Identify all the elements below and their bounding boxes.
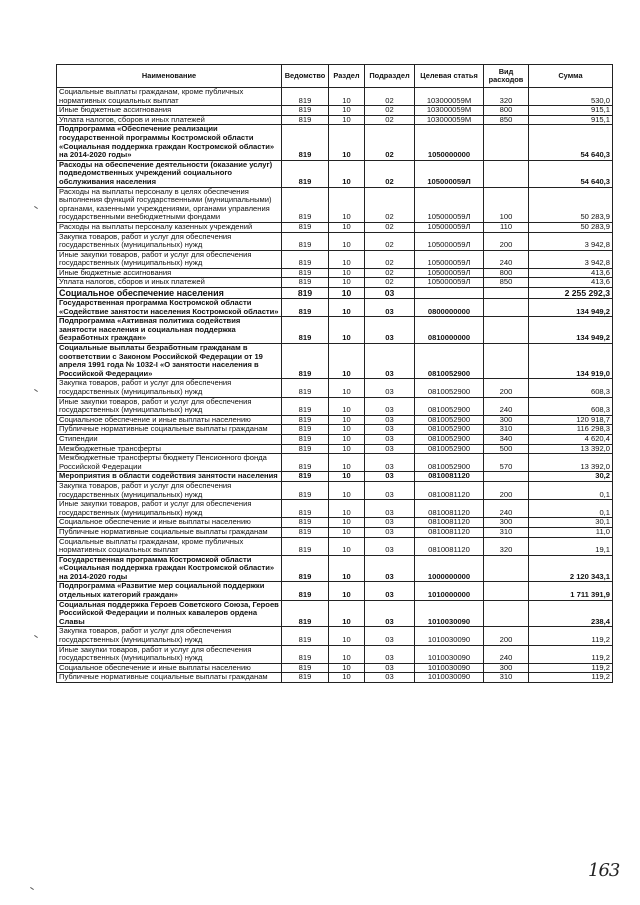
cell-vedomstvo: 819 [282, 600, 329, 627]
table-row [57, 645, 613, 663]
header-podrazdel: Подраздел [365, 65, 415, 88]
cell-name: Государственная программа Костромской области «Содействие занятости населения Костромской области» [57, 299, 282, 317]
cell-vedomstvo: 819 [282, 472, 329, 482]
cell-podrazdel: 03 [365, 663, 415, 673]
cell-vid: 310 [484, 527, 529, 537]
cell-summa: 915,1 [529, 106, 613, 116]
cell-razdel: 10 [329, 454, 365, 472]
cell-razdel: 10 [329, 397, 365, 415]
cell-summa: 120 918,7 [529, 415, 613, 425]
cell-vid: 240 [484, 645, 529, 663]
cell-podrazdel: 02 [365, 278, 415, 288]
cell-razdel: 10 [329, 299, 365, 317]
cell-podrazdel: 03 [365, 288, 415, 299]
cell-podrazdel: 02 [365, 106, 415, 116]
cell-razdel: 10 [329, 278, 365, 288]
cell-summa: 4 620,4 [529, 434, 613, 444]
cell-razdel: 10 [329, 317, 365, 344]
table-row [57, 582, 613, 600]
cell-podrazdel: 03 [365, 673, 415, 683]
cell-statya: 0810081120 [415, 481, 484, 499]
cell-razdel: 10 [329, 673, 365, 683]
cell-podrazdel: 02 [365, 232, 415, 250]
cell-summa: 3 942,8 [529, 250, 613, 268]
cell-razdel: 10 [329, 106, 365, 116]
cell-vedomstvo: 819 [282, 232, 329, 250]
cell-razdel: 10 [329, 537, 365, 555]
cell-statya: 0810052900 [415, 397, 484, 415]
cell-vid [484, 472, 529, 482]
cell-vedomstvo: 819 [282, 299, 329, 317]
cell-vid: 300 [484, 415, 529, 425]
cell-vedomstvo: 819 [282, 500, 329, 518]
cell-podrazdel: 02 [365, 268, 415, 278]
cell-razdel: 10 [329, 472, 365, 482]
cell-name: Стипендии [57, 434, 282, 444]
table-row [57, 434, 613, 444]
cell-name: Социальное обеспечение и иные выплаты населению [57, 415, 282, 425]
cell-name: Закупка товаров, работ и услуг для обеспечения государственных (муниципальных) нужд [57, 481, 282, 499]
cell-podrazdel: 02 [365, 115, 415, 125]
cell-podrazdel: 03 [365, 344, 415, 379]
header-vid: Вид расходов [484, 65, 529, 88]
cell-vid [484, 299, 529, 317]
cell-name: Иные закупки товаров, работ и услуг для обеспечения государственных (муниципальных) нужд [57, 500, 282, 518]
cell-vid: 110 [484, 222, 529, 232]
cell-razdel: 10 [329, 645, 365, 663]
cell-statya: 0810052900 [415, 434, 484, 444]
cell-podrazdel: 03 [365, 415, 415, 425]
cell-podrazdel: 03 [365, 555, 415, 582]
cell-statya: 0810052900 [415, 454, 484, 472]
cell-vedomstvo: 819 [282, 250, 329, 268]
cell-vedomstvo: 819 [282, 106, 329, 116]
cell-podrazdel: 03 [365, 299, 415, 317]
cell-name: Межбюджетные трансферты [57, 444, 282, 454]
cell-name: Мероприятия в области содействия занятости населения [57, 472, 282, 482]
cell-vid: 320 [484, 537, 529, 555]
cell-podrazdel: 03 [365, 600, 415, 627]
cell-vedomstvo: 819 [282, 88, 329, 106]
cell-statya: 0810081120 [415, 527, 484, 537]
table-row [57, 673, 613, 683]
cell-name: Социальное обеспечение и иные выплаты населению [57, 518, 282, 528]
cell-statya: 1050000000 [415, 125, 484, 160]
cell-vedomstvo: 819 [282, 537, 329, 555]
cell-podrazdel: 03 [365, 472, 415, 482]
cell-statya: 0810052900 [415, 425, 484, 435]
table-header-row [57, 65, 613, 88]
cell-podrazdel: 03 [365, 627, 415, 645]
header-razdel: Раздел [329, 65, 365, 88]
cell-statya: 105000059Л [415, 250, 484, 268]
cell-podrazdel: 02 [365, 250, 415, 268]
cell-vedomstvo: 819 [282, 278, 329, 288]
cell-name: Подпрограмма «Активная политика содействия занятости населения и социальная поддержка безработных граждан» [57, 317, 282, 344]
table-row [57, 500, 613, 518]
cell-statya: 0810081120 [415, 537, 484, 555]
table-row [57, 88, 613, 106]
cell-vid [484, 555, 529, 582]
cell-vid: 200 [484, 481, 529, 499]
cell-podrazdel: 03 [365, 645, 415, 663]
cell-vid [484, 344, 529, 379]
cell-name: Закупка товаров, работ и услуг для обеспечения государственных (муниципальных) нужд [57, 232, 282, 250]
cell-vid: 850 [484, 115, 529, 125]
table-row [57, 379, 613, 397]
cell-podrazdel: 02 [365, 187, 415, 222]
cell-vedomstvo: 819 [282, 673, 329, 683]
cell-name: Иные бюджетные ассигнования [57, 106, 282, 116]
cell-podrazdel: 03 [365, 454, 415, 472]
scan-mark [34, 206, 38, 209]
cell-vid: 300 [484, 518, 529, 528]
header-summa: Сумма [529, 65, 613, 88]
cell-razdel: 10 [329, 415, 365, 425]
cell-vedomstvo: 819 [282, 454, 329, 472]
table-row [57, 472, 613, 482]
cell-summa: 608,3 [529, 379, 613, 397]
cell-podrazdel: 03 [365, 582, 415, 600]
cell-statya: 0810000000 [415, 317, 484, 344]
cell-name: Расходы на обеспечение деятельности (оказание услуг) подведомственных учреждений социального обслуживания населения [57, 160, 282, 187]
cell-summa: 134 949,2 [529, 299, 613, 317]
cell-statya: 1010030090 [415, 600, 484, 627]
cell-statya: 105000059Л [415, 268, 484, 278]
cell-summa: 134 919,0 [529, 344, 613, 379]
cell-summa: 0,1 [529, 500, 613, 518]
cell-summa: 413,6 [529, 278, 613, 288]
cell-razdel: 10 [329, 600, 365, 627]
cell-razdel: 10 [329, 160, 365, 187]
cell-vid: 310 [484, 673, 529, 683]
cell-vedomstvo: 819 [282, 268, 329, 278]
cell-summa: 50 283,9 [529, 187, 613, 222]
cell-name: Межбюджетные трансферты бюджету Пенсионного фонда Российской Федерации [57, 454, 282, 472]
cell-statya: 0810052900 [415, 379, 484, 397]
cell-summa: 30,2 [529, 472, 613, 482]
table-row [57, 187, 613, 222]
cell-summa: 119,2 [529, 673, 613, 683]
cell-summa: 608,3 [529, 397, 613, 415]
cell-summa: 30,1 [529, 518, 613, 528]
cell-name: Публичные нормативные социальные выплаты гражданам [57, 673, 282, 683]
cell-vedomstvo: 819 [282, 187, 329, 222]
table-row [57, 288, 613, 299]
cell-vedomstvo: 819 [282, 481, 329, 499]
cell-summa: 13 392,0 [529, 444, 613, 454]
cell-summa: 0,1 [529, 481, 613, 499]
cell-razdel: 10 [329, 425, 365, 435]
cell-name: Социальная поддержка Героев Советского Союза, Героев Российской Федерации и полных кавалеров ордена Славы [57, 600, 282, 627]
cell-summa: 19,1 [529, 537, 613, 555]
cell-vid: 850 [484, 278, 529, 288]
table-row [57, 454, 613, 472]
cell-statya: 105000059Л [415, 187, 484, 222]
cell-summa: 54 640,3 [529, 160, 613, 187]
cell-podrazdel: 03 [365, 425, 415, 435]
cell-summa: 119,2 [529, 627, 613, 645]
cell-razdel: 10 [329, 500, 365, 518]
cell-razdel: 10 [329, 115, 365, 125]
table-row [57, 397, 613, 415]
cell-vid: 320 [484, 88, 529, 106]
table-row [57, 555, 613, 582]
cell-razdel: 10 [329, 444, 365, 454]
cell-statya: 105000059Л [415, 160, 484, 187]
cell-statya: 103000059М [415, 115, 484, 125]
table-row [57, 160, 613, 187]
cell-statya: 1010030090 [415, 673, 484, 683]
cell-statya: 1010000000 [415, 582, 484, 600]
cell-summa: 2 255 292,3 [529, 288, 613, 299]
cell-name: Социальное обеспечение населения [57, 288, 282, 299]
cell-vid [484, 125, 529, 160]
cell-podrazdel: 03 [365, 481, 415, 499]
cell-name: Иные закупки товаров, работ и услуг для обеспечения государственных (муниципальных) нужд [57, 645, 282, 663]
cell-name: Социальное обеспечение и иные выплаты населению [57, 663, 282, 673]
cell-podrazdel: 03 [365, 397, 415, 415]
cell-vedomstvo: 819 [282, 434, 329, 444]
cell-name: Социальные выплаты гражданам, кроме публичных нормативных социальных выплат [57, 88, 282, 106]
table-row [57, 663, 613, 673]
cell-statya: 0810052900 [415, 344, 484, 379]
cell-statya: 0810081120 [415, 500, 484, 518]
cell-vid: 800 [484, 106, 529, 116]
cell-vid: 800 [484, 268, 529, 278]
cell-vid: 240 [484, 397, 529, 415]
cell-vedomstvo: 819 [282, 125, 329, 160]
cell-vedomstvo: 819 [282, 317, 329, 344]
table-row [57, 537, 613, 555]
cell-razdel: 10 [329, 627, 365, 645]
cell-podrazdel: 03 [365, 500, 415, 518]
cell-statya: 1000000000 [415, 555, 484, 582]
cell-name: Расходы на выплаты персоналу казенных учреждений [57, 222, 282, 232]
table-row [57, 415, 613, 425]
cell-podrazdel: 02 [365, 88, 415, 106]
cell-razdel: 10 [329, 222, 365, 232]
cell-summa: 530,0 [529, 88, 613, 106]
budget-table-sheet [56, 64, 612, 683]
cell-vid [484, 288, 529, 299]
cell-podrazdel: 03 [365, 537, 415, 555]
cell-summa: 413,6 [529, 268, 613, 278]
cell-podrazdel: 02 [365, 125, 415, 160]
cell-vedomstvo: 819 [282, 555, 329, 582]
cell-summa: 915,1 [529, 115, 613, 125]
table-row [57, 115, 613, 125]
cell-summa: 238,4 [529, 600, 613, 627]
cell-razdel: 10 [329, 663, 365, 673]
cell-vedomstvo: 819 [282, 344, 329, 379]
cell-vid: 200 [484, 379, 529, 397]
cell-vedomstvo: 819 [282, 663, 329, 673]
cell-vedomstvo: 819 [282, 379, 329, 397]
cell-statya: 0810052900 [415, 415, 484, 425]
cell-summa: 11,0 [529, 527, 613, 537]
cell-summa: 116 298,3 [529, 425, 613, 435]
table-row [57, 317, 613, 344]
cell-vedomstvo: 819 [282, 397, 329, 415]
cell-vid: 500 [484, 444, 529, 454]
cell-name: Подпрограмма «Развитие мер социальной поддержки отдельных категорий граждан» [57, 582, 282, 600]
cell-vid: 310 [484, 425, 529, 435]
cell-name: Социальные выплаты гражданам, кроме публичных нормативных социальных выплат [57, 537, 282, 555]
table-row [57, 222, 613, 232]
cell-name: Уплата налогов, сборов и иных платежей [57, 278, 282, 288]
budget-table [56, 64, 613, 683]
table-row [57, 425, 613, 435]
cell-statya: 103000059М [415, 88, 484, 106]
cell-name: Публичные нормативные социальные выплаты гражданам [57, 425, 282, 435]
cell-vedomstvo: 819 [282, 425, 329, 435]
cell-name: Публичные нормативные социальные выплаты гражданам [57, 527, 282, 537]
cell-razdel: 10 [329, 288, 365, 299]
cell-summa: 1 711 391,9 [529, 582, 613, 600]
header-name: Наименование [57, 65, 282, 88]
cell-podrazdel: 03 [365, 518, 415, 528]
cell-name: Расходы на выплаты персоналу в целях обеспечения выполнения функций государственными (муниципальными) органами, казенными учреждениями, органами управления государственными внебюджетными фондами [57, 187, 282, 222]
cell-podrazdel: 03 [365, 444, 415, 454]
cell-vedomstvo: 819 [282, 222, 329, 232]
cell-name: Уплата налогов, сборов и иных платежей [57, 115, 282, 125]
cell-razdel: 10 [329, 481, 365, 499]
cell-vedomstvo: 819 [282, 288, 329, 299]
cell-summa: 119,2 [529, 645, 613, 663]
scan-mark [34, 389, 38, 392]
cell-vid: 570 [484, 454, 529, 472]
cell-name: Иные закупки товаров, работ и услуг для обеспечения государственных (муниципальных) нужд [57, 250, 282, 268]
table-row [57, 527, 613, 537]
cell-razdel: 10 [329, 250, 365, 268]
cell-name: Иные закупки товаров, работ и услуг для обеспечения государственных (муниципальных) нужд [57, 397, 282, 415]
cell-podrazdel: 03 [365, 434, 415, 444]
cell-statya: 105000059Л [415, 232, 484, 250]
cell-razdel: 10 [329, 125, 365, 160]
cell-vedomstvo: 819 [282, 645, 329, 663]
table-body [57, 88, 613, 683]
table-row [57, 344, 613, 379]
header-statya: Целевая статья [415, 65, 484, 88]
cell-vid [484, 317, 529, 344]
table-row [57, 299, 613, 317]
cell-podrazdel: 03 [365, 379, 415, 397]
scan-mark [30, 887, 34, 890]
cell-statya: 1010030090 [415, 663, 484, 673]
cell-podrazdel: 02 [365, 160, 415, 187]
table-row [57, 444, 613, 454]
cell-name: Закупка товаров, работ и услуг для обеспечения государственных (муниципальных) нужд [57, 379, 282, 397]
cell-razdel: 10 [329, 379, 365, 397]
cell-name: Подпрограмма «Обеспечение реализации государственной программы Костромской области «Социальная поддержка граждан Костромской области» на 2014-2020 годы» [57, 125, 282, 160]
cell-razdel: 10 [329, 232, 365, 250]
cell-razdel: 10 [329, 344, 365, 379]
table-row [57, 278, 613, 288]
cell-vedomstvo: 819 [282, 160, 329, 187]
cell-statya: 0810081120 [415, 472, 484, 482]
cell-vedomstvo: 819 [282, 518, 329, 528]
cell-podrazdel: 03 [365, 317, 415, 344]
cell-name: Иные бюджетные ассигнования [57, 268, 282, 278]
cell-statya [415, 288, 484, 299]
scan-mark [34, 635, 38, 638]
cell-vedomstvo: 819 [282, 115, 329, 125]
cell-vid: 240 [484, 250, 529, 268]
cell-vid: 240 [484, 500, 529, 518]
cell-razdel: 10 [329, 268, 365, 278]
table-row [57, 125, 613, 160]
cell-razdel: 10 [329, 187, 365, 222]
cell-name: Государственная программа Костромской области «Социальная поддержка граждан Костромской области» на 2014-2020 годы [57, 555, 282, 582]
cell-razdel: 10 [329, 555, 365, 582]
cell-razdel: 10 [329, 582, 365, 600]
cell-summa: 13 392,0 [529, 454, 613, 472]
cell-vid: 100 [484, 187, 529, 222]
table-row [57, 106, 613, 116]
cell-vid [484, 160, 529, 187]
table-row [57, 600, 613, 627]
cell-statya: 105000059Л [415, 222, 484, 232]
cell-summa: 119,2 [529, 663, 613, 673]
cell-razdel: 10 [329, 88, 365, 106]
cell-summa: 50 283,9 [529, 222, 613, 232]
cell-summa: 2 120 343,1 [529, 555, 613, 582]
table-row [57, 518, 613, 528]
cell-razdel: 10 [329, 518, 365, 528]
cell-vedomstvo: 819 [282, 582, 329, 600]
cell-vedomstvo: 819 [282, 444, 329, 454]
table-row [57, 627, 613, 645]
cell-statya: 105000059Л [415, 278, 484, 288]
table-row [57, 481, 613, 499]
table-row [57, 232, 613, 250]
cell-statya: 1010030090 [415, 645, 484, 663]
cell-statya: 103000059М [415, 106, 484, 116]
cell-statya: 1010030090 [415, 627, 484, 645]
cell-vedomstvo: 819 [282, 527, 329, 537]
cell-statya: 0810052900 [415, 444, 484, 454]
cell-statya: 0810081120 [415, 518, 484, 528]
cell-statya: 0800000000 [415, 299, 484, 317]
cell-vid: 340 [484, 434, 529, 444]
cell-summa: 3 942,8 [529, 232, 613, 250]
cell-vid [484, 582, 529, 600]
cell-vid [484, 600, 529, 627]
cell-summa: 54 640,3 [529, 125, 613, 160]
cell-name: Закупка товаров, работ и услуг для обеспечения государственных (муниципальных) нужд [57, 627, 282, 645]
table-row [57, 250, 613, 268]
table-row [57, 268, 613, 278]
cell-razdel: 10 [329, 434, 365, 444]
cell-razdel: 10 [329, 527, 365, 537]
cell-vid: 200 [484, 232, 529, 250]
cell-name: Социальные выплаты безработным гражданам в соответствии с Законом Российской Федерации от 19 апреля 1991 года № 1032-I «О занятости населения в Российской Федерации» [57, 344, 282, 379]
header-vedomstvo: Ведомство [282, 65, 329, 88]
cell-podrazdel: 03 [365, 527, 415, 537]
cell-vedomstvo: 819 [282, 415, 329, 425]
cell-summa: 134 949,2 [529, 317, 613, 344]
cell-vedomstvo: 819 [282, 627, 329, 645]
page-number: 163 [588, 860, 620, 881]
cell-vid: 300 [484, 663, 529, 673]
cell-vid: 200 [484, 627, 529, 645]
cell-podrazdel: 02 [365, 222, 415, 232]
